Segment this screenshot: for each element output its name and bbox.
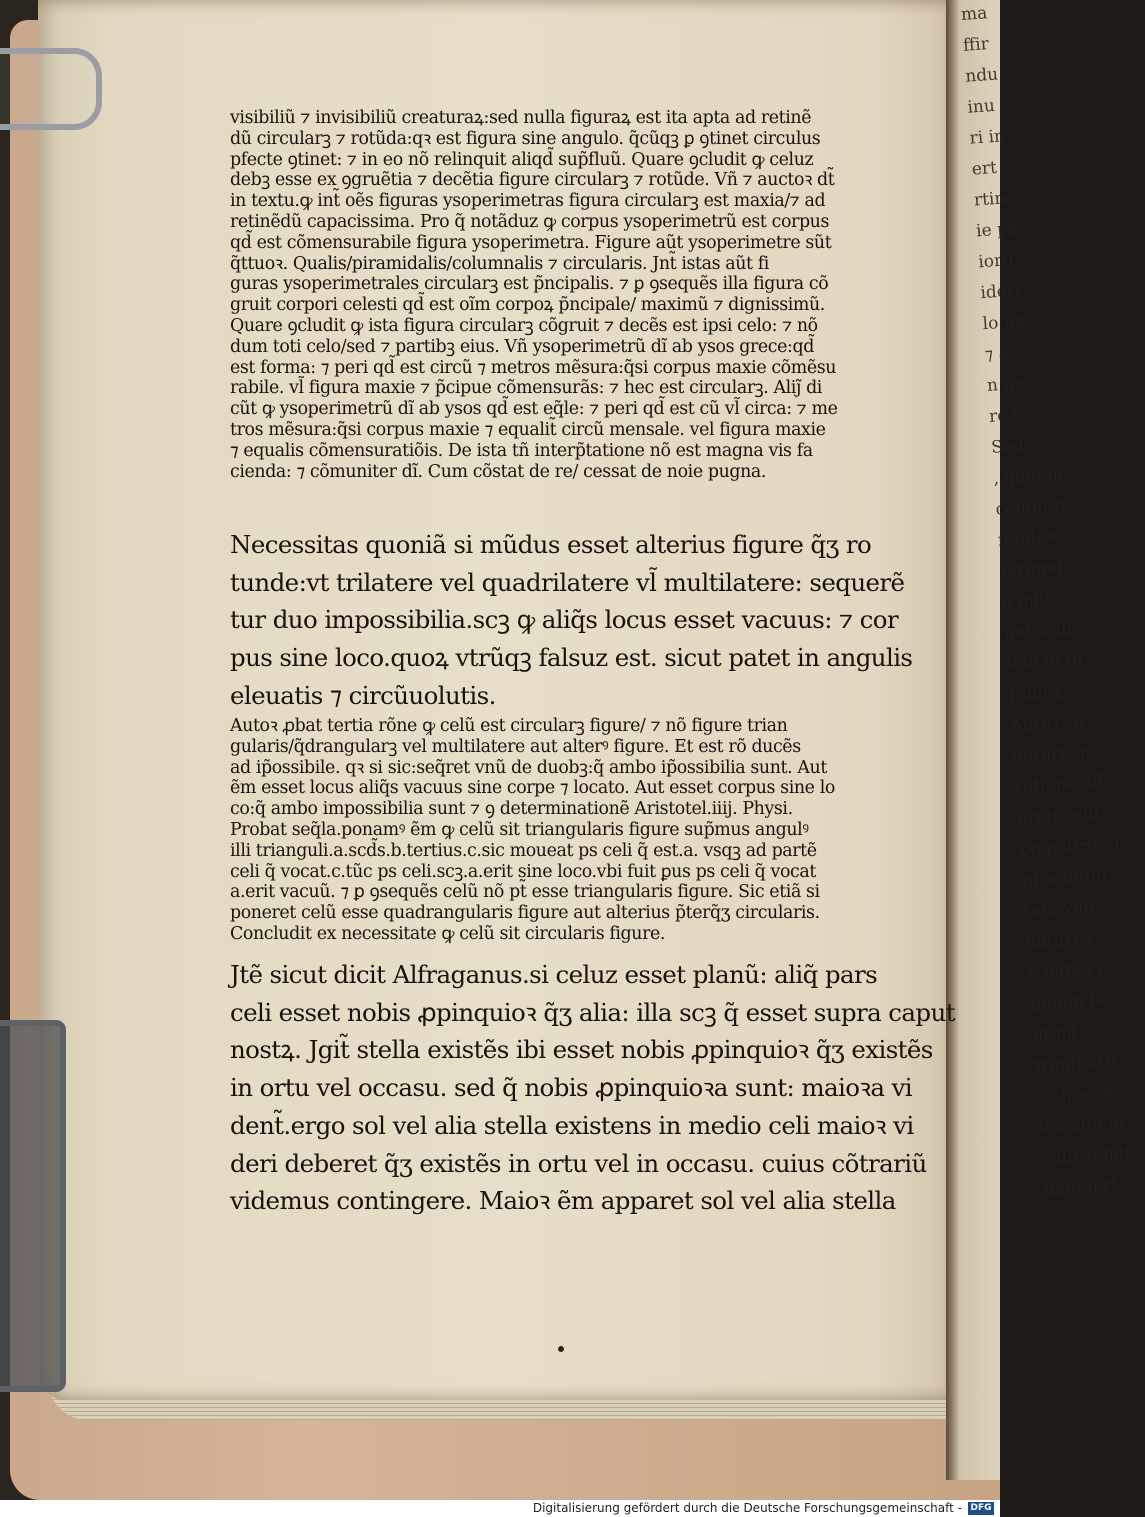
text-line: Concludit ex necessitate ꝙ celũ sit circularis figure. <box>230 923 666 944</box>
paragraph-1 <box>230 108 837 482</box>
text-line: Quare ꝯcludit ꝙ ista figura circularꝫ cõgruit ⁊ decẽs est ipsi celo: ⁊ nõ <box>230 315 818 336</box>
text-line: Necessitas quoniã si mũdus esset alterius figure q̃ʒ ro <box>230 530 872 559</box>
adjacent-page <box>946 0 1132 1480</box>
text-line: tur duo impossibilia.scꝫ ꝙ aliq̃s locus esset vacuus: ⁊ cor <box>230 605 899 635</box>
text-line: dum toti celo/sed ⁊ partibꝫ eius. Vñ ysoperimetrũ dı̃ ab ysos grece:qd̃ <box>230 336 814 357</box>
adjacent-page-fragment: Sed <box>990 435 1025 458</box>
text-line: est forma: ⁊ peri qd̃ est circũ ⁊ metros mẽsura:q̃si corpus maxie cõmẽsu <box>230 357 837 378</box>
adjacent-page-fragment: rtine <box>973 187 1017 211</box>
text-line: tros mẽsura:q̃si corpus maxie ⁊ equalit̃ circũ mensale. vel figura maxie <box>230 419 826 440</box>
adjacent-page-fragment: ffir <box>962 34 990 56</box>
text-line: gruit corpori celesti qd̃ est oĩm corpoꝝ p̃ncipale/ maximũ ⁊ dignissimũ. <box>230 295 825 316</box>
text-line: co:q̃ ambo impossibilia sunt ⁊ ꝯ determinationẽ Aristotel.iiij. Physi. <box>230 799 793 820</box>
adjacent-page-fragment: ert <box>971 157 998 180</box>
text-line: debꝫ esse ex ꝯgruẽtia ⁊ decẽtia figure circularꝫ ⁊ rotũde. Vñ ⁊ auctoꝛ dt̃ <box>230 170 835 191</box>
text-line: Probat seq̃la.ponamꝰ ẽm ꝙ celũ sit triangularis figure sup̃mus angulꝰ <box>230 819 809 840</box>
text-line: pus sine loco.quoꝝ vtrũqꝫ falsuz est. sicut patet in angulis <box>230 643 913 673</box>
adjacent-page-fragment: oiꝫ incedi <box>1016 803 1100 829</box>
adjacent-page-fragment: iorfi <box>977 249 1015 273</box>
adjacent-page-fragment: icũ etiã m <box>1038 1112 1125 1139</box>
adjacent-page-fragment: n talee <box>997 526 1058 551</box>
adjacent-page-fragment: ginum bar <box>1029 988 1120 1015</box>
text-line: guras ysoperimetrales circularꝫ est p̃ncipalis. ⁊ ꝑ ꝯsequẽs illa figura cõ <box>230 274 829 295</box>
adjacent-page-fragment: ndu <box>964 64 999 87</box>
text-line: Autoꝛ ꝓbat tertia rõne ꝙ celũ est circularꝫ figure/ ⁊ nõ figure trian <box>230 716 788 736</box>
text-line: nostꝝ. Jgit̃ stella existẽs ibi esset nobis ꝓpinquioꝛ q̃ʒ existẽs <box>230 1035 933 1065</box>
adjacent-page-fragment: nt nũ <box>1031 1022 1079 1046</box>
adjacent-page-fragment: ideri <box>979 280 1022 304</box>
adjacent-page-fragment: , quia in <box>992 463 1065 489</box>
text-line: illi trianguli.a.scd̃s.b.tertius.c.sic moueat ps celi q̃ est.a. vsqꝫ ad partẽ <box>230 840 817 861</box>
adjacent-page-fragment: cũfusa mit <box>1040 1142 1132 1170</box>
adjacent-page-fragment: radioꝝ <box>1007 681 1064 706</box>
adjacent-page-fragment: ri in <box>968 126 1006 149</box>
adjacent-page-fragment: tarumq; <box>999 556 1070 582</box>
adjacent-page-fragment: sa ipsera <box>1036 1081 1115 1108</box>
adjacent-page-fragment: ma <box>960 3 988 25</box>
text-line: tunde:vt trilatere vel quadrilatere vl̃ multilatere: sequerẽ <box>230 567 905 597</box>
adjacent-page-fragment: Autoꝛ co <box>1010 711 1085 737</box>
text-line: rabile. vl̃ figura maxie ⁊ p̃cipue cõmensurãs: ⁊ hec est circularꝫ. Aliȷ̃ di <box>230 378 822 399</box>
adjacent-page-fragment: autore m <box>1012 741 1092 768</box>
text-line: ad ip̃ossibile. qꝛ si sic:seq̃ret vnũ de duobꝫ:q̃ ambo ip̃ossibilia sunt. Aut <box>230 757 827 778</box>
text-line: deri deberet q̃ʒ existẽs in ortu vel in occasu. cuius cõtrariũ <box>230 1148 927 1178</box>
text-line: cienda: ⁊ cõmuniter dı̃. Cum cõstat de re/ cessat de noie pugna. <box>230 461 766 482</box>
text-line: a.erit vacuũ. ⁊ ꝑ ꝯsequẽs celũ nõ pt̃ esse triangularis figure. Sic etiã si <box>230 882 820 903</box>
adjacent-page-fragment: ro e <box>988 404 1024 427</box>
adjacent-page-fragment: icto in fu <box>1005 649 1084 675</box>
text-line: celi esset nobis ꝓpinquioꝛ q̃ʒ alia: illa scꝫ q̃ esset supra caput <box>230 997 955 1027</box>
text-line: dũ circularꝫ ⁊ rotũda:qꝛ est figura sine angulo. q̃cũqꝫ ꝑ ꝯtinet circulus <box>230 128 821 149</box>
text-line: eleuatis ⁊ circũuolutis. <box>230 680 496 710</box>
text-line: ⁊ equalis cõmensuratiõis. De ista tñ interp̃tatione nõ est magna vis fa <box>230 440 813 461</box>
footer-credit: Digitalisierung gefördert durch die Deutsche Forschungsgemeinschaft - <box>532 1501 962 1515</box>
text-line: videmus contingere. Maioꝛ ẽm apparet sol vel alia stella <box>230 1186 896 1216</box>
adjacent-page-fragment: tranfparit <box>1033 1050 1119 1077</box>
text-line: dent̃.ergo sol vel alia stella existens in medio celi maioꝛ vi <box>230 1110 914 1140</box>
page-clip-top <box>0 48 102 130</box>
adjacent-page-fragment: ⁊ a <box>984 343 1010 366</box>
text-line: ẽm esset locus aliq̃s vacuus sine corpe ⁊ locato. Aut esset corpus sine lo <box>230 778 835 799</box>
adjacent-page-text <box>960 0 1132 1206</box>
text-line: in textu.ꝙ int̃ oẽs figuras ysoperimetras figura circularꝫ est maxia/⁊ ad <box>230 191 826 212</box>
text-line: q̃ttuoꝛ. Qualis/piramidalis/columnalis ⁊ circularis. Jnt̃ istas aũt fi <box>230 253 769 274</box>
text-line: celi q̃ vocat.c.tũc ps celi.scꝫ.a.erit sine loco.vbi fuit ꝑus ps celi q̃ vocat <box>230 861 816 882</box>
dfg-logo: DFG <box>968 1502 994 1515</box>
text-line: pfecte ꝯtinet: ⁊ in eo nõ relinquit aliqd̃ sup̃fluũ. Quare ꝯcludit ꝙ celuz <box>230 149 814 170</box>
text-line: cũt ꝙ ysoperimetrũ dı̃ ab ysos qd̃ est eq̃le: ⁊ peri qd̃ est cũ vl̃ circa: ⁊ me <box>230 399 838 420</box>
page-clip-bottom <box>0 1020 66 1392</box>
adjacent-page-fragment: n ne <box>986 373 1025 397</box>
adjacent-page-fragment: ratione aff <box>1014 771 1105 799</box>
text-line: Jtẽ sicut dicit Alfraganus.si celuz esset planũ: aliq̃ pars <box>230 960 878 989</box>
adjacent-page-fragment: naturali <box>1003 618 1073 644</box>
text-line: qd̃ est cõmensurabile figura ysoperimetra. Figure aũt ysoperimetre sũt <box>230 232 832 253</box>
adjacent-page-fragment: e quis <box>1001 588 1055 613</box>
adjacent-page-fragment: inu <box>966 95 996 118</box>
paragraph-2 <box>230 526 912 715</box>
text-line: gularis/q̃drangularꝫ vel multilatere aut alterꝰ figure. Et est rõ ducẽs <box>230 736 801 757</box>
adjacent-page-fragment: ptra natur <box>1020 864 1111 891</box>
paragraph-4 <box>230 956 955 1220</box>
adjacent-page-fragment: tate vnus <box>1023 896 1104 922</box>
text-line: in ortu vel occasu. sed q̃ nobis ꝓpinquioꝛa sunt: maioꝛa vi <box>230 1073 913 1103</box>
page-clip-inner <box>0 1026 40 1386</box>
text-line: visibiliũ ⁊ invisibiliũ creaturaꝝ:sed nulla figuraꝝ est ita apta ad retinẽ <box>230 108 812 128</box>
adjacent-page-fragment: e babet e <box>1027 958 1109 984</box>
adjacent-page-fragment: ꝑo potest vi <box>1018 832 1121 860</box>
adjacent-page-fragment: cendũ ra <box>994 494 1073 520</box>
adjacent-page-fragment: lo pa <box>981 311 1026 335</box>
text-line: poneret celũ esse quadrangularis figure aut alterius p̃terq̃ʒ circularis. <box>230 903 820 924</box>
signature-mark <box>558 1346 564 1352</box>
paragraph-3 <box>230 716 835 945</box>
adjacent-page-fragment: ie pa <box>975 218 1019 242</box>
text-line: retinẽdũ capacissima. Pro q̃ notãduz ꝙ corpus ysoperimetrũ est corpus <box>230 211 830 232</box>
adjacent-page-fragment: natures <box>1025 928 1093 953</box>
adjacent-page-fragment: tiam fort <box>1042 1174 1120 1201</box>
footer-bar <box>0 1500 1000 1517</box>
